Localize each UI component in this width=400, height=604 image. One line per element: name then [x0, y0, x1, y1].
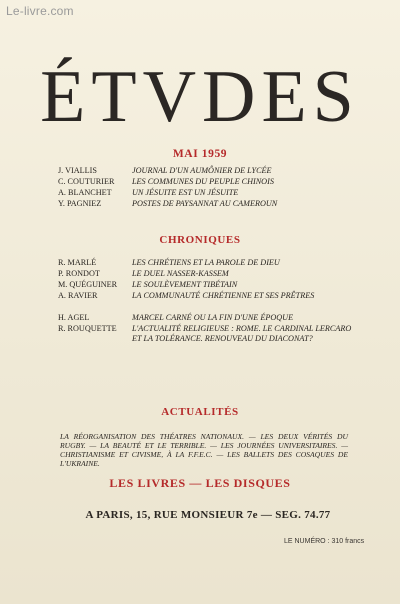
article-author: J. VIALLIS [58, 166, 97, 175]
article-author: Y. PAGNIEZ [58, 199, 102, 208]
article-title: LES COMMUNES DU PEUPLE CHINOIS [132, 177, 274, 186]
chronique-row [58, 324, 358, 344]
article-row [58, 166, 358, 176]
issue-date: MAI 1959 [172, 148, 228, 160]
watermark: Le-livre.com [6, 4, 74, 18]
actualites-text: LA RÉORGANISATION DES THÉATRES NATIONAUX. — LES DEUX VÉRITÉS DU RUGBY. — LA BEAUTÉ ET LE TERRIBLE. — LES JOURNÉES UNIVERSITAIRES. — CHRISTIANISME ET CIVISME, À LA F.F.E.C. — LES BALLETS DES COSAQUES DE L'UKRAINE. [60, 432, 348, 468]
chronique-author: R. ROUQUETTE [58, 324, 117, 333]
masthead-title: ÉTVDES [40, 56, 360, 138]
chronique-author: M. QUÉGUINER [58, 280, 118, 289]
article-row [58, 199, 358, 209]
chronique-author: R. MARLÉ [58, 258, 97, 267]
chronique-row [58, 269, 358, 279]
article-author: A. BLANCHET [58, 188, 112, 197]
chronique-row [58, 291, 358, 301]
article-title: JOURNAL D'UN AUMÔNIER DE LYCÉE [132, 166, 272, 175]
article-title: UN JÉSUITE EST UN JÉSUITE [132, 188, 239, 197]
chronique-title: LE DUEL NASSER-KASSEM [132, 269, 229, 278]
livres-disques-heading: LES LIVRES — LES DISQUES [109, 476, 291, 490]
chroniques-heading: CHRONIQUES [159, 234, 241, 246]
chronique-title: LE SOULÈVEMENT TIBÉTAIN [132, 280, 238, 289]
issue-price: LE NUMÉRO : 310 francs [284, 538, 365, 545]
chronique-author: P. RONDOT [58, 269, 100, 278]
article-title: POSTES DE PAYSANNAT AU CAMEROUN [132, 199, 278, 208]
chronique-row [58, 258, 358, 268]
article-row [58, 177, 358, 187]
chronique-title: LA COMMUNAUTÉ CHRÉTIENNE ET SES PRÊTRES [132, 291, 315, 300]
chronique-title: MARCEL CARNÉ OU LA FIN D'UNE ÉPOQUE [132, 313, 294, 322]
article-row [58, 188, 358, 198]
chronique-row [58, 280, 358, 290]
chronique-title: L'ACTUALITÉ RELIGIEUSE : ROME. LE CARDINAL LERCARO ET LA TOLÉRANCE. RENOUVEAU DU DIACONAT? [132, 324, 352, 343]
chronique-author: A. RAVIER [58, 291, 98, 300]
article-author: C. COUTURIER [58, 177, 115, 186]
chronique-title: LES CHRÉTIENS ET LA PAROLE DE DIEU [132, 258, 280, 267]
chronique-row [58, 313, 358, 323]
publisher-address: A PARIS, 15, RUE MONSIEUR 7e — SEG. 74.77 [85, 509, 331, 521]
chronique-author: H. AGEL [58, 313, 90, 322]
actualites-heading: ACTUALITÉS [161, 406, 239, 418]
